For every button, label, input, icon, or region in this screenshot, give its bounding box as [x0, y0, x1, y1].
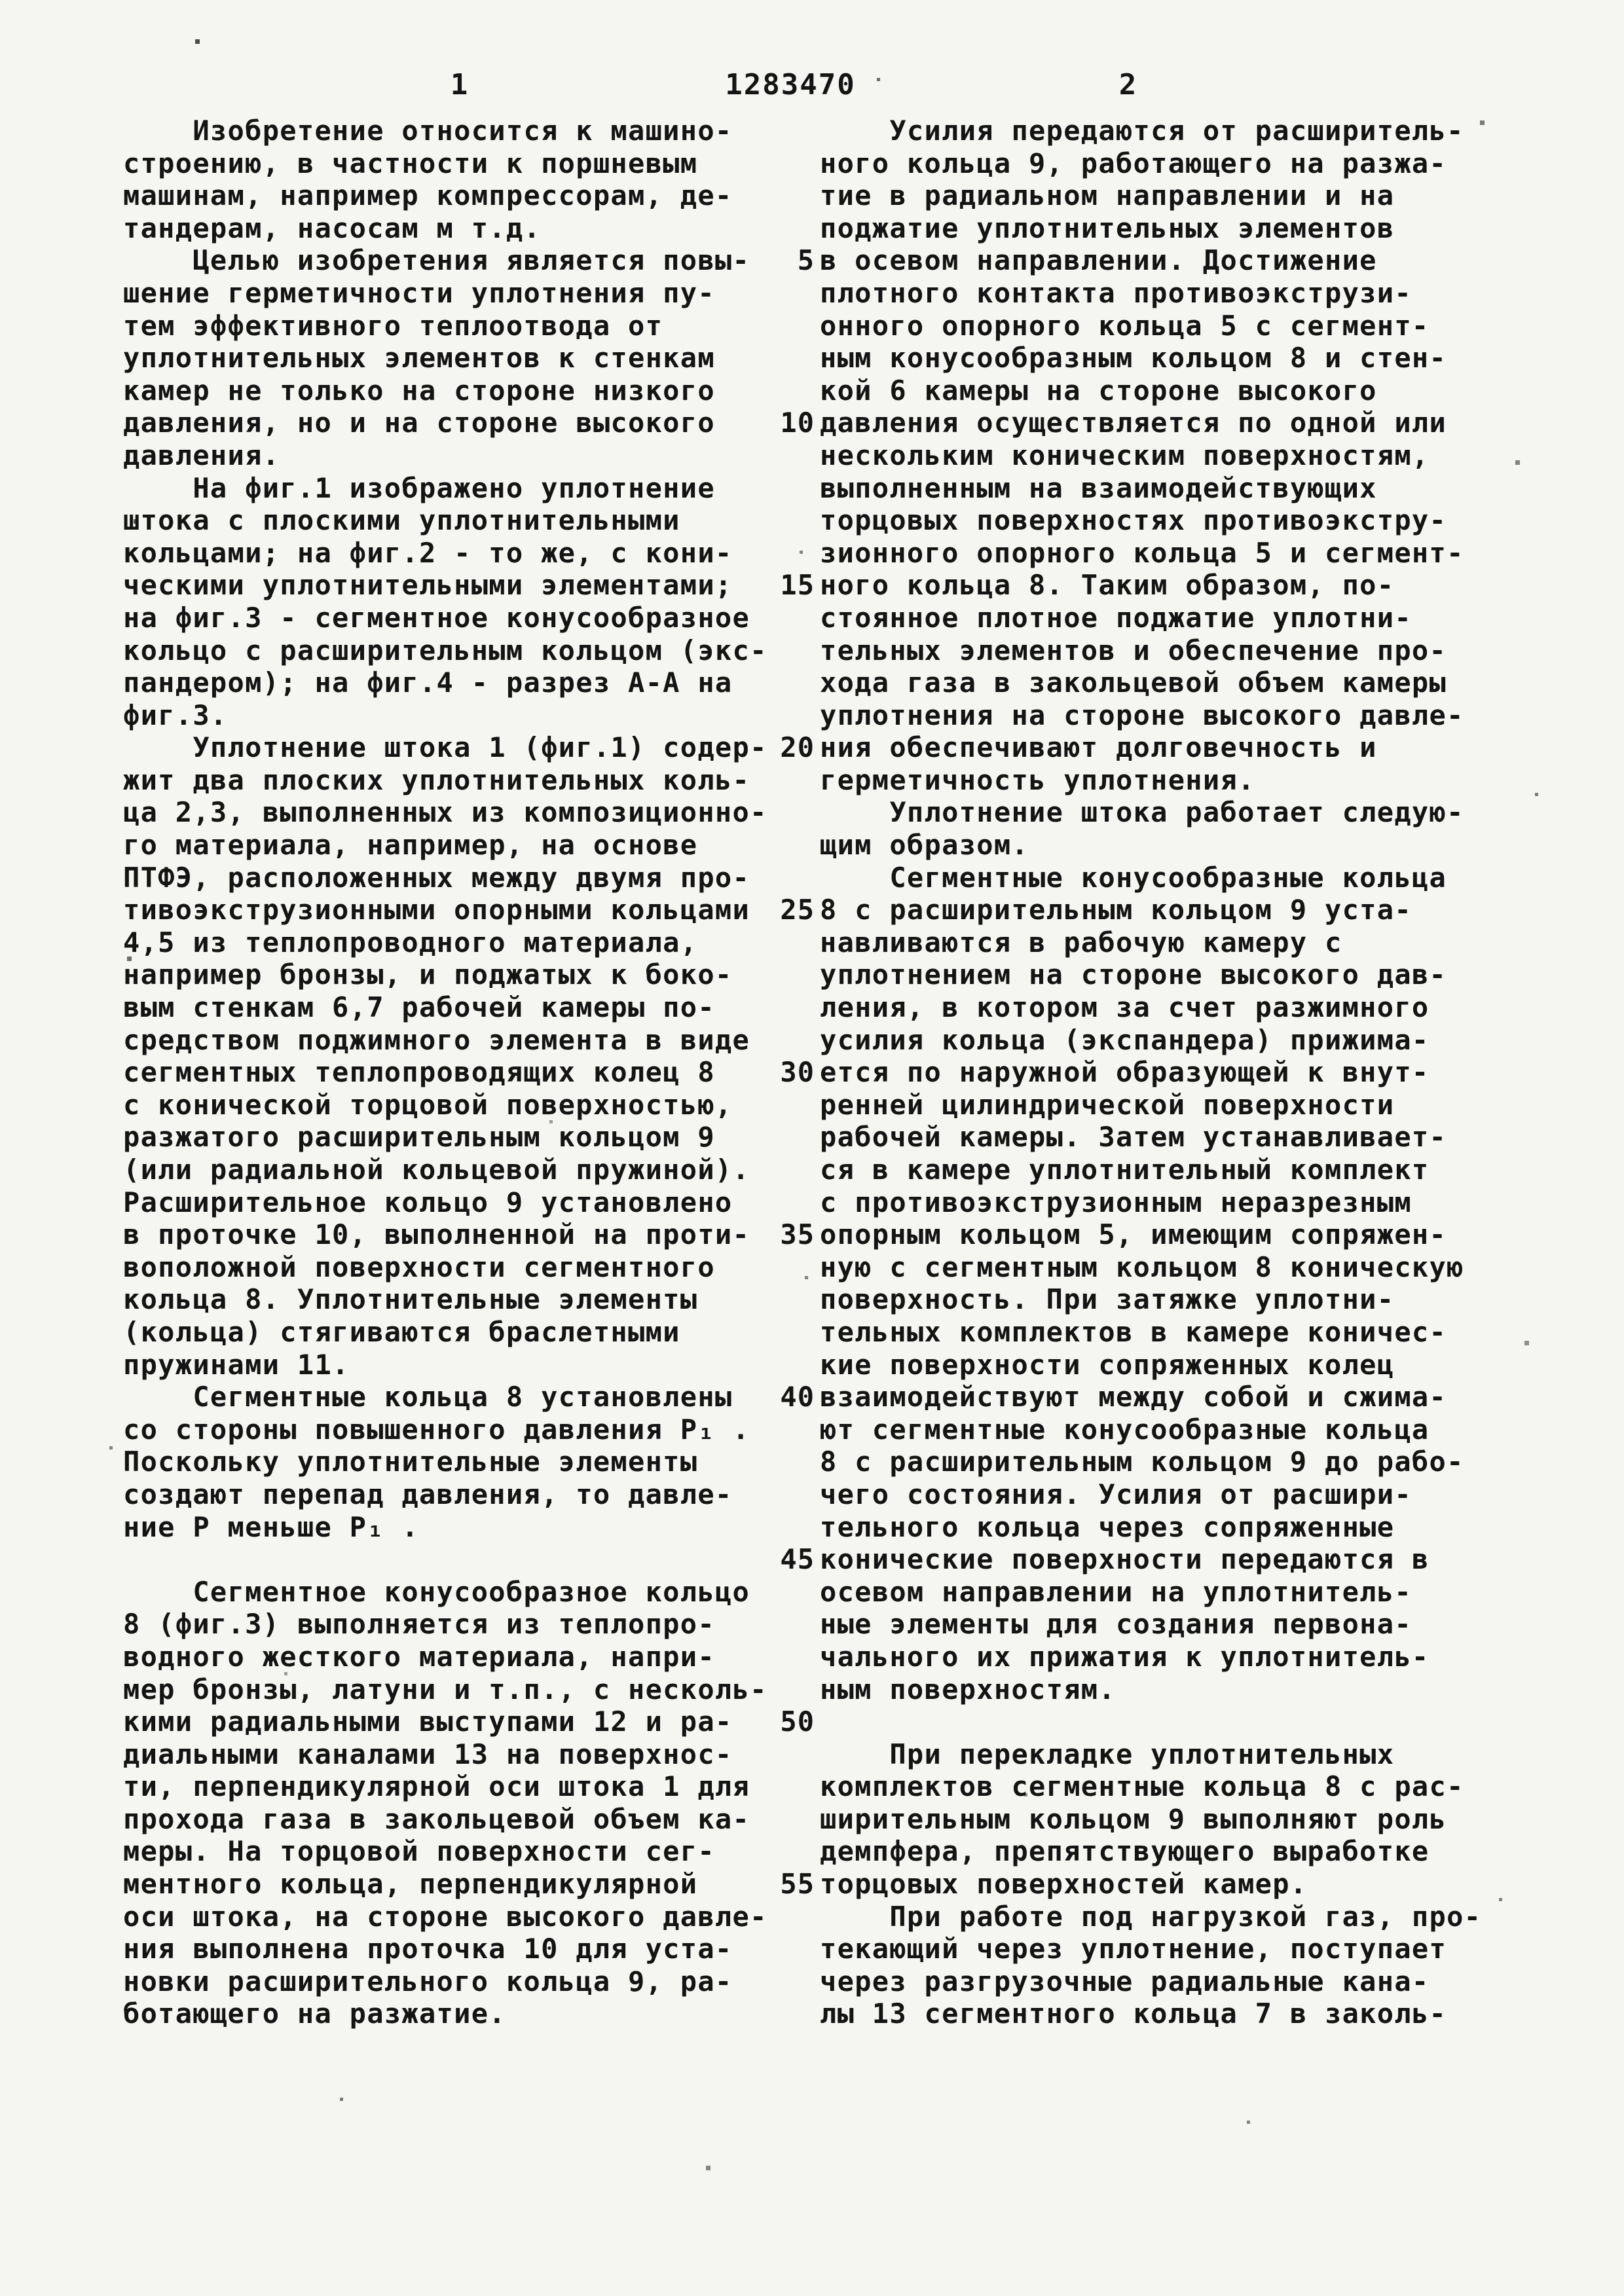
text-line: поверхность. При затяжке уплотни-	[820, 1283, 1395, 1316]
text-line: Уплотнение штока 1 (фиг.1) содер-	[123, 731, 767, 764]
text-line: шение герметичности уплотнения пу-	[123, 276, 715, 309]
text-line: ную с сегментным кольцом 8 коническую	[820, 1250, 1464, 1283]
text-line: уплотнением на стороне высокого дав-	[820, 958, 1447, 991]
text-line: На фиг.1 изображено уплотнение	[123, 471, 715, 504]
text-line: прохода газа в закольцевой объем ка-	[123, 1802, 750, 1835]
text-line: При перекладке уплотнительных	[820, 1738, 1395, 1770]
text-line: 8 с расширительным кольцом 9 до рабо-	[820, 1446, 1464, 1478]
text-line: 8 (фиг.3) выполняется из теплопро-	[123, 1608, 715, 1641]
text-line: диальными каналами 13 на поверхнос-	[123, 1738, 733, 1770]
text-line: со стороны повышенного давления Р₁ .	[123, 1413, 750, 1446]
text-line: чального их прижатия к уплотнитель-	[820, 1640, 1430, 1673]
text-line: пандером); на фиг.4 - разрез А-А на	[123, 666, 733, 699]
text-line: Сегментные конусообразные кольца	[820, 861, 1447, 894]
text-line: с конической торцовой поверхностью,	[123, 1088, 733, 1121]
right-text-column	[820, 115, 1488, 2030]
text-line: Изобретение относится к машино-	[123, 115, 733, 147]
text-line: Усилия передаются от расширитель-	[820, 115, 1464, 147]
text-line: 8 с расширительным кольцом 9 уста-	[820, 894, 1412, 926]
text-line: ным поверхностям.	[820, 1673, 1116, 1705]
text-line: 4,5 из теплопроводного материала,	[123, 926, 698, 958]
text-line: кольцами; на фиг.2 - то же, с кони-	[123, 536, 733, 569]
text-line: кой 6 камеры на стороне высокого	[820, 374, 1377, 407]
text-line: ти, перпендикулярной оси штока 1 для	[123, 1770, 750, 1803]
text-line: тельных элементов и обеспечение про-	[820, 634, 1447, 666]
text-line: Сегментное конусообразное кольцо	[123, 1575, 750, 1608]
text-line: ным конусообразным кольцом 8 и стен-	[820, 342, 1447, 374]
text-line: При работе под нагрузкой газ, про-	[820, 1900, 1482, 1933]
text-line: создают перепад давления, то давле-	[123, 1478, 733, 1510]
line-number-marker: 10	[780, 407, 815, 439]
text-line: опорным кольцом 5, имеющим сопряжен-	[820, 1218, 1447, 1251]
text-line: Сегментные кольца 8 установлены	[123, 1381, 733, 1413]
right-column-number: 2	[1118, 68, 1138, 101]
text-line: кие поверхности сопряженных колец	[820, 1348, 1395, 1381]
text-line: строению, в частности к поршневым	[123, 147, 698, 179]
text-line: кими радиальными выступами 12 и ра-	[123, 1705, 733, 1738]
text-line: ментного кольца, перпендикулярной	[123, 1868, 698, 1901]
text-line: онного опорного кольца 5 с сегмент-	[820, 309, 1430, 342]
text-line: ного кольца 9, работающего на разжа-	[820, 147, 1447, 179]
line-number-marker: 40	[780, 1381, 815, 1413]
text-line: камер не только на стороне низкого	[123, 374, 715, 407]
text-line: ного кольца 8. Таким образом, по-	[820, 569, 1395, 602]
line-number-marker: 20	[780, 731, 815, 764]
text-line: торцовых поверхностях противоэкстру-	[820, 504, 1447, 537]
text-line: разжатого расширительным кольцом 9	[123, 1121, 715, 1154]
text-line: оси штока, на стороне высокого давле-	[123, 1900, 767, 1933]
line-number-marker: 45	[780, 1543, 815, 1576]
text-line: зионного опорного кольца 5 и сегмент-	[820, 536, 1464, 569]
text-line: вым стенкам 6,7 рабочей камеры по-	[123, 991, 715, 1024]
text-line: уплотнительных элементов к стенкам	[123, 342, 715, 374]
text-line: мер бронзы, латуни и т.п., с несколь-	[123, 1673, 767, 1705]
text-line: новки расширительного кольца 9, ра-	[123, 1965, 733, 1997]
text-line: на фиг.3 - сегментное конусообразное	[123, 601, 750, 634]
text-line: кольца 8. Уплотнительные элементы	[123, 1283, 698, 1316]
text-line: ширительным кольцом 9 выполняют роль	[820, 1802, 1447, 1835]
text-line: ренней цилиндрической поверхности	[820, 1088, 1395, 1121]
text-line	[123, 1543, 784, 1576]
text-line: пружинами 11.	[123, 1348, 350, 1381]
text-line: ботающего на разжатие.	[123, 1997, 506, 2030]
text-line: стоянное плотное поджатие уплотни-	[820, 601, 1412, 634]
line-number-marker: 55	[780, 1868, 815, 1901]
text-line: (кольца) стягиваются браслетными	[123, 1315, 680, 1348]
text-line: рабочей камеры. Затем устанавливает-	[820, 1121, 1447, 1154]
text-line: Уплотнение штока работает следую-	[820, 796, 1464, 829]
left-text-column	[123, 115, 784, 2030]
text-line: средством поджимного элемента в виде	[123, 1023, 750, 1056]
text-line: тие в радиальном направлении и на	[820, 179, 1395, 212]
text-line: навливаются в рабочую камеру с	[820, 926, 1342, 958]
text-line: ческими уплотнительными элементами;	[123, 569, 733, 602]
text-line: воположной поверхности сегментного	[123, 1250, 715, 1283]
text-line: давления, но и на стороне высокого	[123, 407, 715, 439]
text-line: тандерам, насосам м т.д.	[123, 211, 542, 244]
text-line: герметичность уплотнения.	[820, 763, 1255, 796]
text-line: плотного контакта противоэкструзи-	[820, 276, 1412, 309]
text-line: демпфера, препятствующего выработке	[820, 1835, 1430, 1868]
text-line: тем эффективного теплоотвода от	[123, 309, 663, 342]
text-line: ПТФЭ, расположенных между двумя про-	[123, 861, 750, 894]
text-line: кольцо с расширительным кольцом (экс-	[123, 634, 767, 666]
text-line: ние Р меньше Р₁ .	[123, 1510, 419, 1543]
text-line: Расширительное кольцо 9 установлено	[123, 1186, 733, 1218]
text-line: сегментных теплопроводящих колец 8	[123, 1056, 715, 1089]
line-number-gutter	[752, 0, 815, 2296]
text-line: тивоэкструзионными опорными кольцами	[123, 894, 750, 926]
text-line: лы 13 сегментного кольца 7 в заколь-	[820, 1997, 1447, 2030]
left-column-number: 1	[450, 68, 470, 101]
line-number-marker: 35	[780, 1218, 815, 1251]
text-line: меры. На торцовой поверхности сег-	[123, 1835, 715, 1868]
text-line: хода газа в закольцевой объем камеры	[820, 666, 1447, 699]
text-line: Поскольку уплотнительные элементы	[123, 1446, 698, 1478]
text-line: ют сегментные конусообразные кольца	[820, 1413, 1430, 1446]
line-number-marker: 25	[780, 894, 815, 926]
text-line: в проточке 10, выполненной на проти-	[123, 1218, 750, 1251]
text-line: ется по наружной образующей к внут-	[820, 1056, 1430, 1089]
text-line: осевом направлении на уплотнитель-	[820, 1575, 1412, 1608]
text-line: ся в камере уплотнительный комплект	[820, 1154, 1430, 1186]
text-line: тельных комплектов в камере коничес-	[820, 1315, 1447, 1348]
text-line: комплектов сегментные кольца 8 с рас-	[820, 1770, 1464, 1803]
text-line: водного жесткого материала, напри-	[123, 1640, 715, 1673]
text-line: давления осуществляется по одной или	[820, 407, 1447, 439]
text-line: в осевом направлении. Достижение	[820, 244, 1377, 277]
text-line: го материала, например, на основе	[123, 829, 698, 862]
text-line	[820, 1705, 1488, 1738]
line-number-marker: 50	[780, 1705, 815, 1738]
line-number-marker: 15	[780, 569, 815, 602]
text-line: выполненным на взаимодействующих	[820, 471, 1377, 504]
text-line: чего состояния. Усилия от расшири-	[820, 1478, 1412, 1510]
text-line: щим образом.	[820, 829, 1029, 862]
text-line: конические поверхности передаются в	[820, 1543, 1430, 1576]
text-line: через разгрузочные радиальные кана-	[820, 1965, 1430, 1997]
text-line: с противоэкструзионным неразрезным	[820, 1186, 1412, 1218]
text-line: Целью изобретения является повы-	[123, 244, 750, 277]
text-line: тельного кольца через сопряженные	[820, 1510, 1395, 1543]
text-line: ния обеспечивают долговечность и	[820, 731, 1377, 764]
text-line: уплотнения на стороне высокого давле-	[820, 699, 1464, 731]
text-line: текающий через уплотнение, поступает	[820, 1933, 1447, 1965]
text-line: (или радиальной кольцевой пружиной).	[123, 1154, 750, 1186]
scan-noise	[0, 0, 2, 2]
text-line: давления.	[123, 439, 280, 471]
text-line: ления, в котором за счет разжимного	[820, 991, 1430, 1024]
text-line: ные элементы для создания первона-	[820, 1608, 1412, 1641]
line-number-marker: 30	[780, 1056, 815, 1089]
text-line: например бронзы, и поджатых к боко-	[123, 958, 733, 991]
text-line: усилия кольца (экспандера) прижима-	[820, 1023, 1430, 1056]
text-line: фиг.3.	[123, 699, 228, 731]
text-line: ца 2,3, выполненных из композиционно-	[123, 796, 767, 829]
line-number-marker: 5	[797, 244, 815, 277]
text-line: штока с плоскими уплотнительными	[123, 504, 680, 537]
text-line: нескольким коническим поверхностям,	[820, 439, 1430, 471]
text-line: взаимодействуют между собой и сжима-	[820, 1381, 1447, 1413]
text-line: ния выполнена проточка 10 для уста-	[123, 1933, 733, 1965]
text-line: поджатие уплотнительных элементов	[820, 211, 1395, 244]
text-line: торцовых поверхностей камер.	[820, 1868, 1308, 1901]
patent-number: 1283470	[725, 68, 856, 101]
text-line: машинам, например компрессорам, де-	[123, 179, 733, 212]
text-line: жит два плоских уплотнительных коль-	[123, 763, 750, 796]
